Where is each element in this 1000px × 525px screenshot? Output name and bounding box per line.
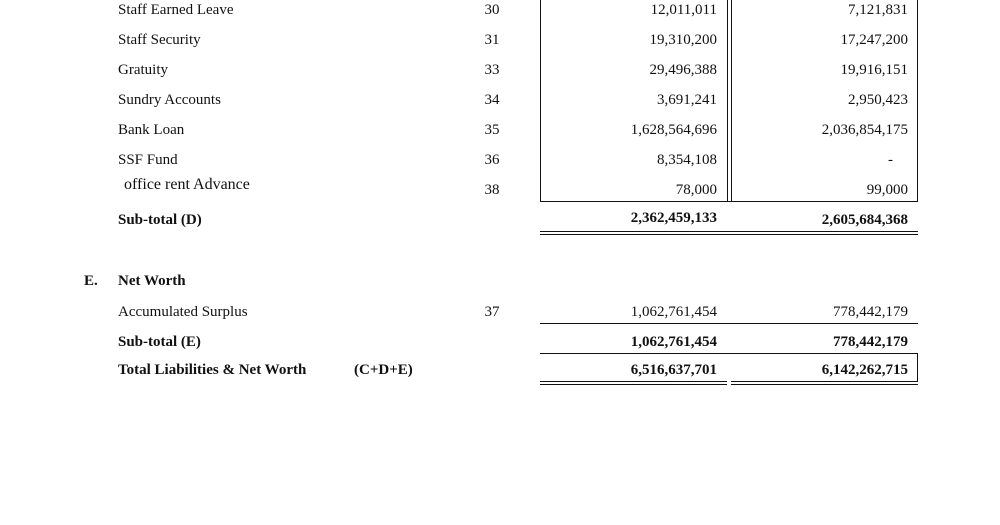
note-number: 36 xyxy=(484,152,500,168)
subtotal-label: Sub-total (E) xyxy=(118,334,201,350)
previous-year-value: 19,916,151 xyxy=(840,62,908,78)
total-formula: (C+D+E) xyxy=(354,362,413,378)
note-number: 34 xyxy=(484,92,500,108)
table-row xyxy=(0,120,1000,144)
column-border xyxy=(731,0,732,202)
row-label: Bank Loan xyxy=(118,122,185,138)
double-underline xyxy=(540,381,727,382)
current-year-value: 12,011,011 xyxy=(650,2,717,18)
subtotal-current: 2,362,459,133 xyxy=(630,210,717,226)
subtotal-current: 1,062,761,454 xyxy=(630,334,717,350)
underline-rule xyxy=(540,323,918,324)
double-underline xyxy=(540,231,918,232)
note-number: 31 xyxy=(484,32,500,48)
row-label: office rent Advance xyxy=(124,176,250,193)
double-underline xyxy=(731,381,918,382)
section-letter: E. xyxy=(84,273,98,289)
note-number: 33 xyxy=(484,62,500,78)
double-underline xyxy=(731,384,918,385)
current-year-value: 19,310,200 xyxy=(649,32,717,48)
row-label: SSF Fund xyxy=(118,152,178,168)
row-label: Staff Earned Leave xyxy=(118,2,234,18)
current-year-value: 1,628,564,696 xyxy=(630,122,717,138)
previous-year-value: 99,000 xyxy=(866,182,908,198)
column-border xyxy=(727,0,728,202)
current-year-value: 78,000 xyxy=(675,182,717,198)
previous-year-value: 778,442,179 xyxy=(833,304,908,320)
row-label: Sundry Accounts xyxy=(118,92,221,108)
note-number: 38 xyxy=(484,182,500,198)
box-bottom-rule xyxy=(540,201,918,202)
current-year-value: 8,354,108 xyxy=(657,152,717,168)
table-row xyxy=(0,0,1000,24)
previous-year-value: 7,121,831 xyxy=(848,2,908,18)
subtotal-previous: 778,442,179 xyxy=(833,334,908,350)
total-previous: 6,142,262,715 xyxy=(821,362,908,378)
total-box-border xyxy=(917,353,918,382)
note-number: 37 xyxy=(484,304,500,320)
section-heading: Net Worth xyxy=(118,273,186,289)
total-label: Total Liabilities & Net Worth xyxy=(118,362,307,378)
table-row xyxy=(0,60,1000,84)
current-year-value: 1,062,761,454 xyxy=(630,304,717,320)
underline-rule xyxy=(540,353,918,354)
row-label: Gratuity xyxy=(118,62,168,78)
current-year-value: 3,691,241 xyxy=(657,92,717,108)
section-heading-row xyxy=(0,271,1000,295)
row-label: Staff Security xyxy=(118,32,201,48)
column-border xyxy=(917,0,918,202)
previous-year-value: 2,950,423 xyxy=(848,92,908,108)
subtotal-previous: 2,605,684,368 xyxy=(821,212,908,228)
table-row xyxy=(0,90,1000,114)
table-row xyxy=(0,150,1000,174)
note-number: 30 xyxy=(484,2,500,18)
subtotal-label: Sub-total (D) xyxy=(118,212,202,228)
note-number: 35 xyxy=(484,122,500,138)
current-year-value: 29,496,388 xyxy=(649,62,717,78)
table-row xyxy=(0,30,1000,54)
previous-year-value: - xyxy=(888,152,893,168)
previous-year-value: 2,036,854,175 xyxy=(821,122,908,138)
total-current: 6,516,637,701 xyxy=(630,362,717,378)
column-border xyxy=(540,0,541,202)
double-underline xyxy=(540,384,727,385)
row-label: Accumulated Surplus xyxy=(118,304,248,320)
double-underline xyxy=(540,234,918,235)
previous-year-value: 17,247,200 xyxy=(840,32,908,48)
